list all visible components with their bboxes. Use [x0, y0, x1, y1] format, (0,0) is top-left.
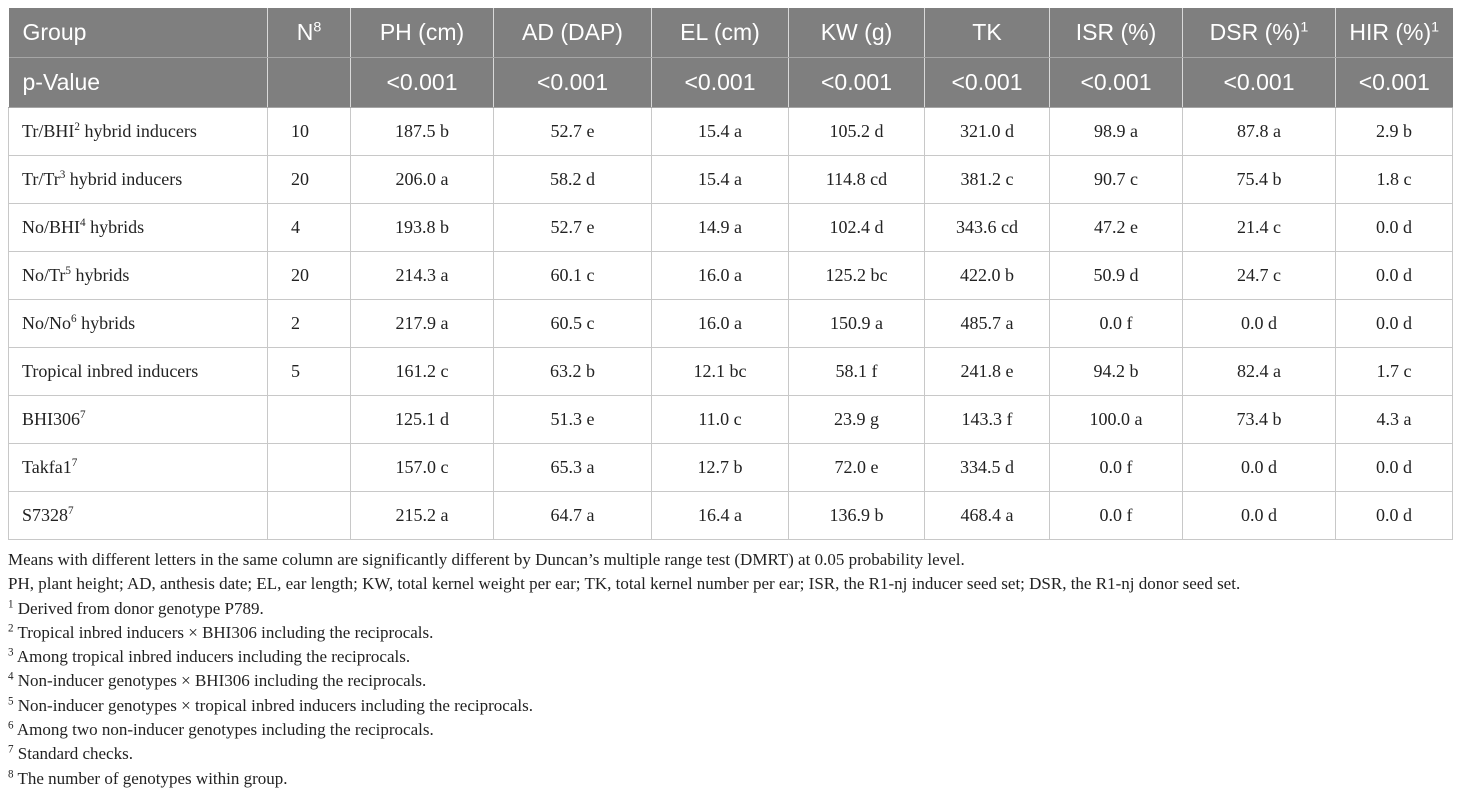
- cell-tk: 381.2 c: [925, 156, 1050, 204]
- cell-tk: 334.5 d: [925, 444, 1050, 492]
- group-name: Tr/BHI: [22, 121, 75, 141]
- pvalue-dsr: <0.001: [1183, 58, 1336, 108]
- pvalue-ad: <0.001: [494, 58, 652, 108]
- group-name: Tr/Tr: [22, 169, 60, 189]
- header-tk: TK: [925, 8, 1050, 58]
- cell-n: [268, 492, 351, 540]
- cell-hir: 0.0 d: [1336, 444, 1453, 492]
- cell-kw: 150.9 a: [789, 300, 925, 348]
- group-name: No/No: [22, 313, 71, 333]
- group-name: No/Tr: [22, 265, 66, 285]
- table-body: [9, 108, 1453, 540]
- cell-hir: 1.7 c: [1336, 348, 1453, 396]
- cell-isr: 0.0 f: [1050, 444, 1183, 492]
- footnote-marker: 4: [8, 670, 14, 683]
- cell-ad: 60.5 c: [494, 300, 652, 348]
- cell-kw: 72.0 e: [789, 444, 925, 492]
- header-ph: PH (cm): [351, 8, 494, 58]
- pvalue-hir: <0.001: [1336, 58, 1453, 108]
- cell-ad: 63.2 b: [494, 348, 652, 396]
- footnote-ref: 2: [74, 121, 80, 133]
- footnote-marker: 6: [8, 719, 14, 732]
- cell-tk: 343.6 cd: [925, 204, 1050, 252]
- table-row: [9, 396, 1453, 444]
- pvalue-kw: <0.001: [789, 58, 925, 108]
- pvalue-isr: <0.001: [1050, 58, 1183, 108]
- footnote-line: [8, 694, 1452, 718]
- cell-ad: 51.3 e: [494, 396, 652, 444]
- cell-n: [268, 444, 351, 492]
- group-name: BHI306: [22, 409, 80, 429]
- cell-n: 20: [268, 252, 351, 300]
- cell-kw: 136.9 b: [789, 492, 925, 540]
- cell-kw: 102.4 d: [789, 204, 925, 252]
- footnote-text: The number of genotypes within group.: [13, 768, 288, 788]
- pvalue-el: <0.001: [652, 58, 789, 108]
- header-isr: ISR (%): [1050, 8, 1183, 58]
- footnote-marker: 1: [8, 597, 14, 610]
- header-n: $N^8$: [268, 8, 351, 58]
- pvalue-label: p-Value: [9, 58, 268, 108]
- cell-ph: 187.5 b: [351, 108, 494, 156]
- cell-ad: 65.3 a: [494, 444, 652, 492]
- cell-group: [9, 156, 268, 204]
- footnote-text: Derived from donor genotype P789.: [13, 598, 264, 618]
- footnote-marker: 2: [8, 622, 14, 635]
- table-row: [9, 492, 1453, 540]
- cell-el: 16.4 a: [652, 492, 789, 540]
- cell-isr: 94.2 b: [1050, 348, 1183, 396]
- group-suffix: hybrid inducers: [65, 169, 183, 189]
- group-name: No/BHI: [22, 217, 80, 237]
- group-name: S7328: [22, 505, 69, 525]
- cell-tk: 321.0 d: [925, 108, 1050, 156]
- cell-dsr: 0.0 d: [1183, 492, 1336, 540]
- cell-ad: 60.1 c: [494, 252, 652, 300]
- cell-hir: 2.9 b: [1336, 108, 1453, 156]
- cell-ph: 214.3 a: [351, 252, 494, 300]
- group-suffix: hybrid inducers: [79, 121, 197, 141]
- header-dsr: DSR (%)$^1$: [1183, 8, 1336, 58]
- cell-isr: 98.9 a: [1050, 108, 1183, 156]
- cell-hir: 0.0 d: [1336, 204, 1453, 252]
- cell-tk: 143.3 f: [925, 396, 1050, 444]
- cell-tk: 468.4 a: [925, 492, 1050, 540]
- cell-n: 2: [268, 300, 351, 348]
- footnote-ref: 7: [71, 457, 78, 469]
- cell-tk: 241.8 e: [925, 348, 1050, 396]
- table-row: [9, 204, 1453, 252]
- cell-el: 14.9 a: [652, 204, 789, 252]
- footnote-line: [8, 597, 1452, 621]
- cell-el: 16.0 a: [652, 252, 789, 300]
- footnote-ref: 5: [65, 265, 71, 277]
- cell-kw: 114.8 cd: [789, 156, 925, 204]
- cell-ad: 64.7 a: [494, 492, 652, 540]
- cell-dsr: 0.0 d: [1183, 300, 1336, 348]
- cell-group: [9, 300, 268, 348]
- header-hir: HIR (%)$^1$: [1336, 8, 1453, 58]
- cell-dsr: 73.4 b: [1183, 396, 1336, 444]
- cell-isr: 100.0 a: [1050, 396, 1183, 444]
- footnote-text: Means with different letters in the same column are significantly different by Duncan’s multiple range test (DMRT) at 0.05 probability level.: [8, 550, 965, 569]
- header-ad: AD (DAP): [494, 8, 652, 58]
- table-row: [9, 300, 1453, 348]
- cell-isr: 0.0 f: [1050, 492, 1183, 540]
- footnote-text: Non-inducer genotypes × tropical inbred inducers including the reciprocals.: [13, 695, 533, 715]
- pvalue-n: [268, 58, 351, 108]
- cell-isr: 47.2 e: [1050, 204, 1183, 252]
- cell-isr: 0.0 f: [1050, 300, 1183, 348]
- cell-ph: 215.2 a: [351, 492, 494, 540]
- cell-group: [9, 252, 268, 300]
- footnote-text: Among two non-inducer genotypes including the reciprocals.: [13, 720, 434, 740]
- cell-group: [9, 108, 268, 156]
- group-suffix: hybrids: [85, 217, 145, 237]
- footnote-line: [8, 621, 1452, 645]
- cell-group: [9, 396, 268, 444]
- footnote-ref: 6: [71, 313, 77, 325]
- table-footnotes: [8, 548, 1452, 791]
- cell-ph: 193.8 b: [351, 204, 494, 252]
- footnote-text: Among tropical inbred inducers including the reciprocals.: [13, 647, 411, 667]
- cell-group: [9, 348, 268, 396]
- table-row: [9, 252, 1453, 300]
- cell-ph: 125.1 d: [351, 396, 494, 444]
- cell-el: 15.4 a: [652, 156, 789, 204]
- table-row: [9, 348, 1453, 396]
- pvalue-row: [9, 58, 1453, 108]
- footnote-ref: 7: [68, 505, 74, 517]
- cell-kw: 105.2 d: [789, 108, 925, 156]
- footnote-marker: 5: [8, 695, 14, 708]
- cell-ad: 52.7 e: [494, 108, 652, 156]
- footnote-line: [8, 742, 1452, 766]
- cell-tk: 422.0 b: [925, 252, 1050, 300]
- pvalue-ph: <0.001: [351, 58, 494, 108]
- cell-el: 16.0 a: [652, 300, 789, 348]
- results-table: [8, 8, 1453, 540]
- cell-hir: 4.3 a: [1336, 396, 1453, 444]
- group-suffix: hybrids: [70, 265, 130, 285]
- table-row: [9, 108, 1453, 156]
- cell-n: 4: [268, 204, 351, 252]
- footnote-line: [8, 645, 1452, 669]
- cell-kw: 58.1 f: [789, 348, 925, 396]
- cell-group: [9, 492, 268, 540]
- header-group: Group: [9, 8, 268, 58]
- table-container: [8, 8, 1452, 791]
- cell-dsr: 75.4 b: [1183, 156, 1336, 204]
- pvalue-tk: <0.001: [925, 58, 1050, 108]
- header-row: [9, 8, 1453, 58]
- cell-isr: 50.9 d: [1050, 252, 1183, 300]
- header-el: EL (cm): [652, 8, 789, 58]
- cell-ph: 161.2 c: [351, 348, 494, 396]
- footnote-marker: 8: [8, 768, 14, 781]
- footnote-line: [8, 767, 1452, 791]
- footnote-line: [8, 718, 1452, 742]
- footnote-marker: 7: [8, 743, 14, 756]
- footnote-text: Tropical inbred inducers × BHI306 including the reciprocals.: [13, 622, 434, 642]
- cell-n: 10: [268, 108, 351, 156]
- cell-n: [268, 396, 351, 444]
- cell-dsr: 0.0 d: [1183, 444, 1336, 492]
- cell-kw: 23.9 g: [789, 396, 925, 444]
- cell-el: 11.0 c: [652, 396, 789, 444]
- footnote-line: [8, 572, 1452, 596]
- cell-ph: 206.0 a: [351, 156, 494, 204]
- cell-dsr: 24.7 c: [1183, 252, 1336, 300]
- cell-dsr: 21.4 c: [1183, 204, 1336, 252]
- cell-kw: 125.2 bc: [789, 252, 925, 300]
- footnote-marker: 3: [8, 646, 14, 659]
- cell-tk: 485.7 a: [925, 300, 1050, 348]
- cell-hir: 0.0 d: [1336, 300, 1453, 348]
- cell-el: 12.7 b: [652, 444, 789, 492]
- cell-el: 15.4 a: [652, 108, 789, 156]
- footnote-ref: 4: [80, 217, 86, 229]
- footnote-ref: 3: [59, 169, 66, 181]
- cell-hir: 0.0 d: [1336, 252, 1453, 300]
- cell-dsr: 82.4 a: [1183, 348, 1336, 396]
- group-name: Tropical inbred inducers: [22, 361, 199, 381]
- footnote-text: PH, plant height; AD, anthesis date; EL, ear length; KW, total kernel weight per ear; TK, total kernel number per ear; ISR, the R1-nj inducer seed set; DSR, the R1-nj donor seed set.: [8, 574, 1241, 594]
- header-kw: KW (g): [789, 8, 925, 58]
- cell-hir: 1.8 c: [1336, 156, 1453, 204]
- cell-group: [9, 204, 268, 252]
- cell-group: [9, 444, 268, 492]
- cell-ph: 217.9 a: [351, 300, 494, 348]
- cell-n: 5: [268, 348, 351, 396]
- footnote-text: Non-inducer genotypes × BHI306 including the reciprocals.: [13, 671, 427, 691]
- cell-el: 12.1 bc: [652, 348, 789, 396]
- footnote-line: [8, 669, 1452, 693]
- cell-ad: 52.7 e: [494, 204, 652, 252]
- footnote-text: Standard checks.: [13, 744, 133, 764]
- table-row: [9, 444, 1453, 492]
- group-name: Takfa1: [22, 457, 72, 477]
- footnote-line: [8, 548, 1452, 572]
- cell-dsr: 87.8 a: [1183, 108, 1336, 156]
- cell-ph: 157.0 c: [351, 444, 494, 492]
- cell-isr: 90.7 c: [1050, 156, 1183, 204]
- table-row: [9, 156, 1453, 204]
- group-suffix: hybrids: [76, 313, 136, 333]
- cell-ad: 58.2 d: [494, 156, 652, 204]
- footnote-ref: 7: [80, 409, 86, 421]
- cell-hir: 0.0 d: [1336, 492, 1453, 540]
- cell-n: 20: [268, 156, 351, 204]
